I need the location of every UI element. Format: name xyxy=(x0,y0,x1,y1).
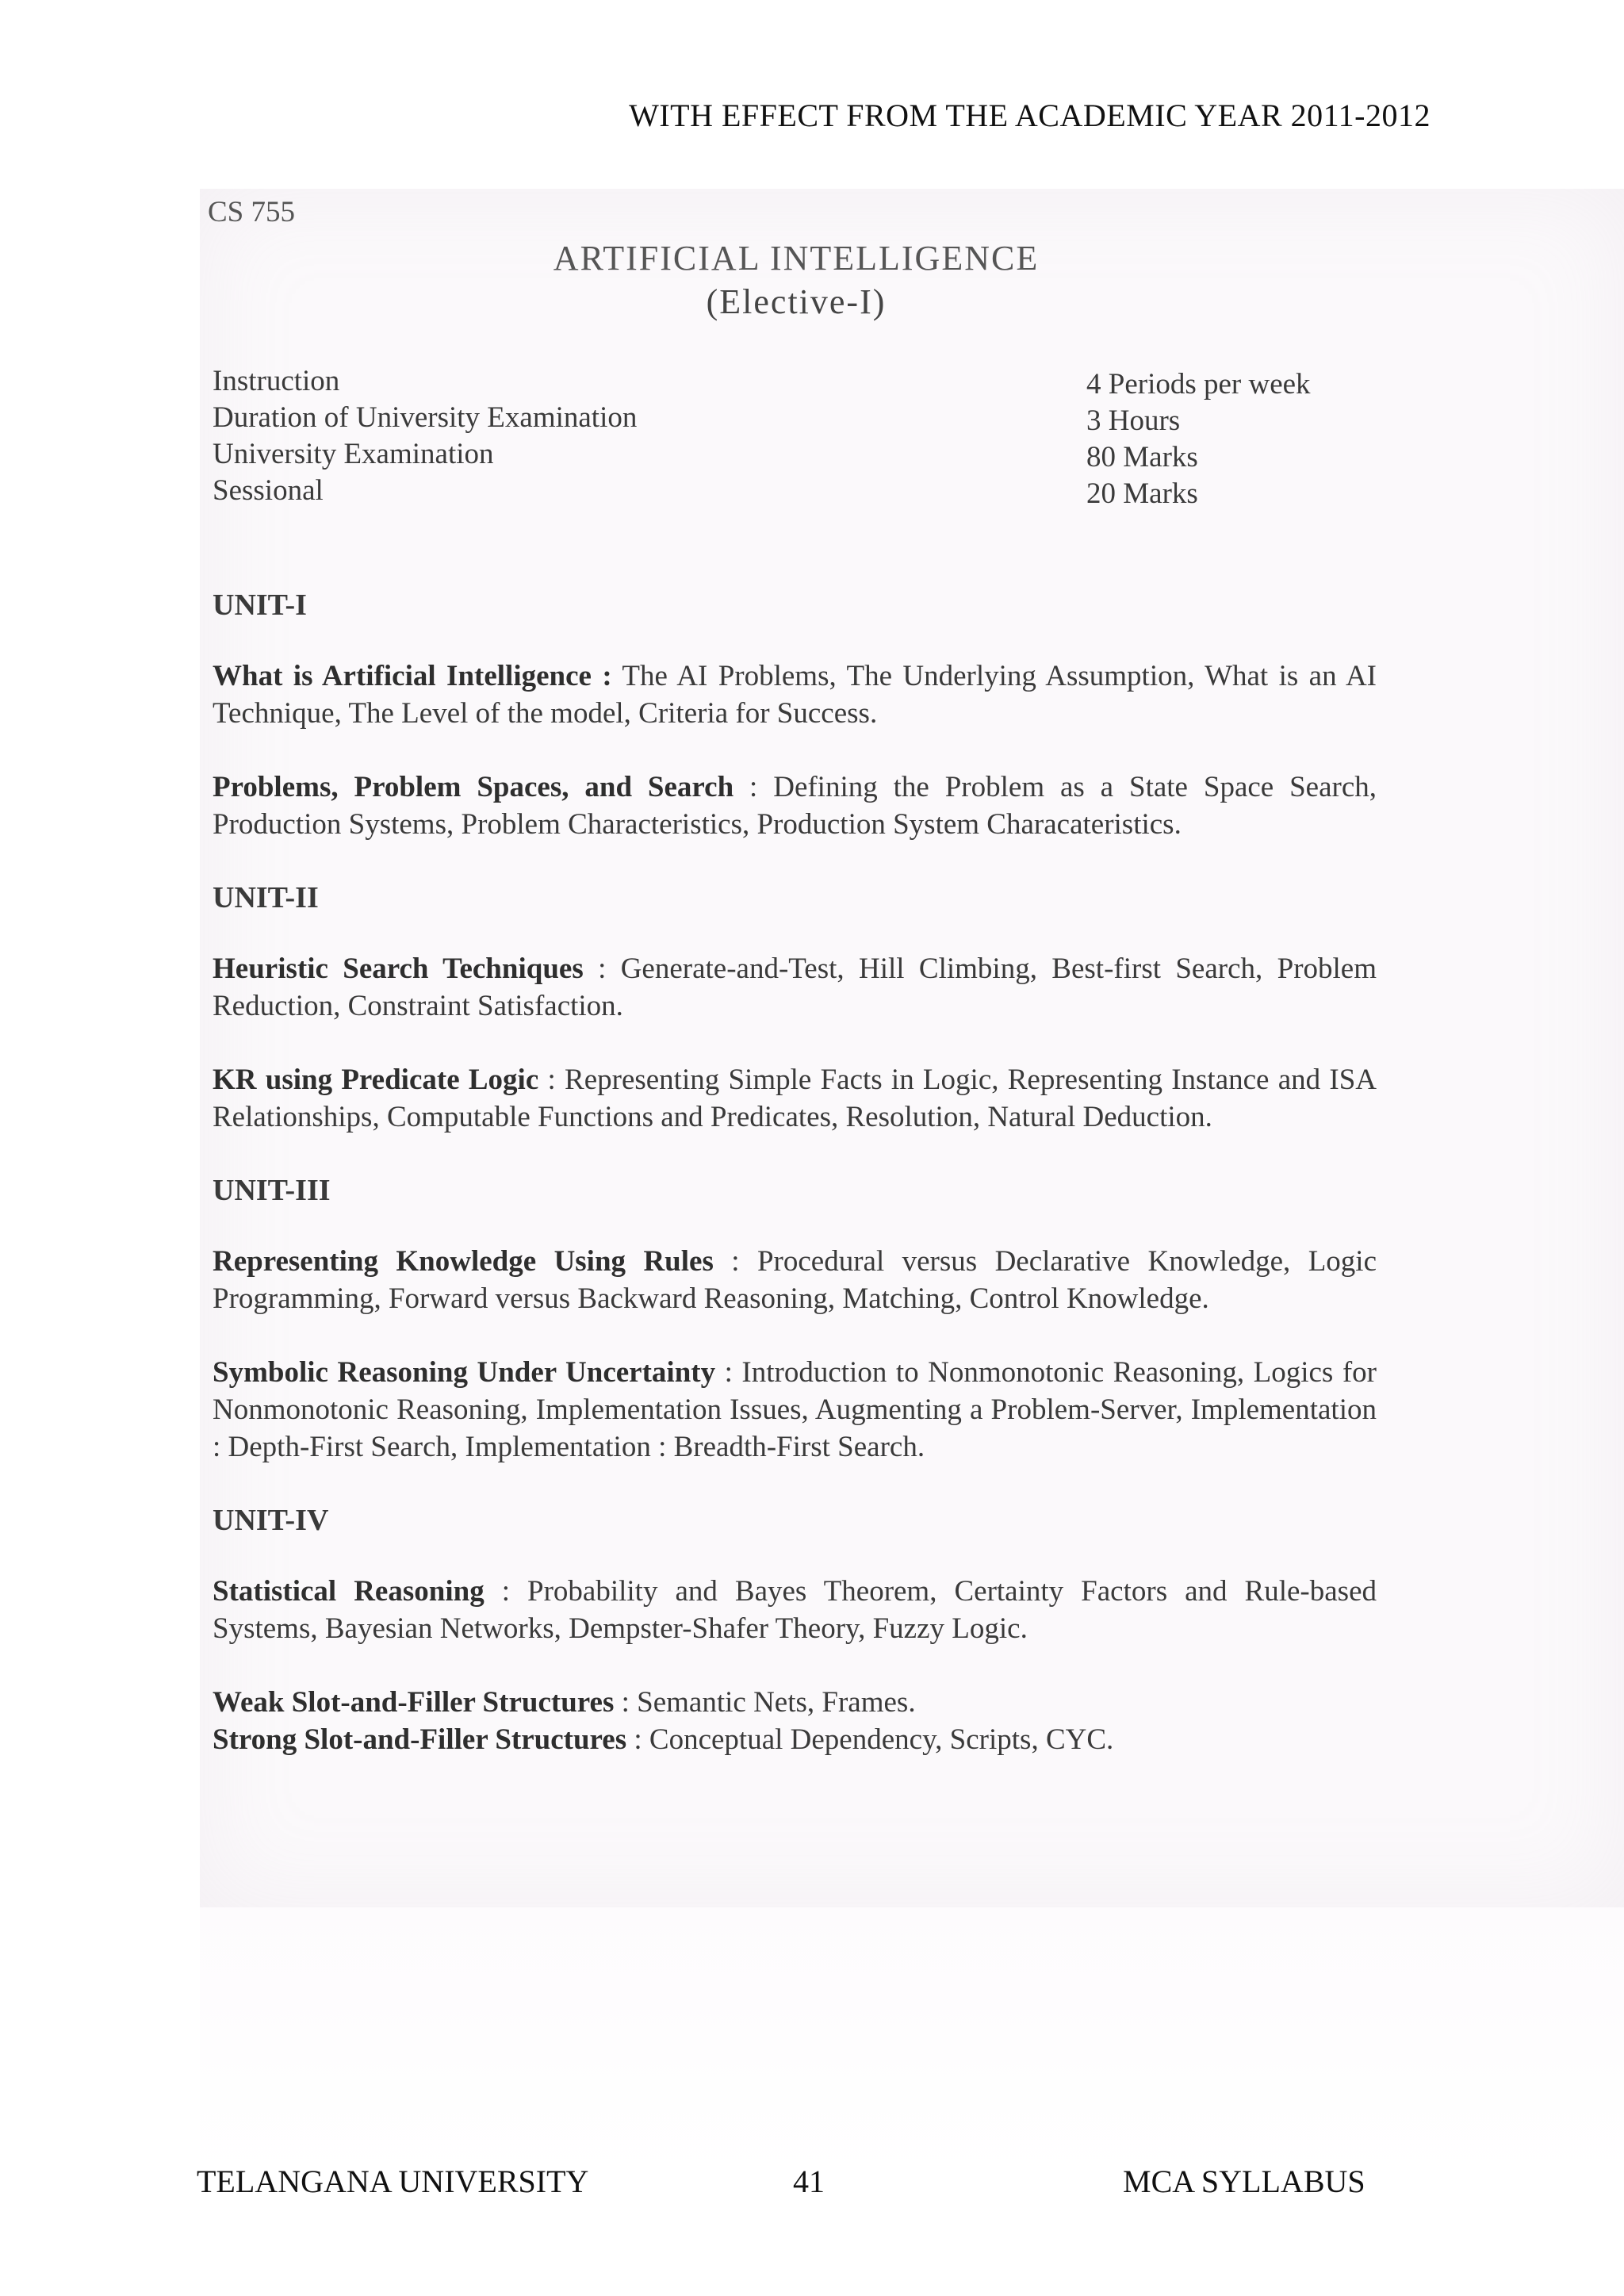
topic-paragraph xyxy=(213,1061,1377,1136)
scheme-value: 3 Hours xyxy=(1086,404,1181,437)
academic-year-header: WITH EFFECT FROM THE ACADEMIC YEAR 2011-2012 xyxy=(629,98,1431,133)
topic-text: : Generate-and-Test, Hill Climbing, Best-first Search, Problem Reduction, Constraint Satisfaction. xyxy=(213,953,1377,1022)
topic-term: Strong Slot-and-Filler Structures xyxy=(213,1723,627,1756)
footer-syllabus: MCA SYLLABUS xyxy=(1123,2164,1365,2199)
topic-paragraph xyxy=(213,1721,1377,1758)
topic-term: KR using Predicate Logic xyxy=(213,1064,539,1096)
scheme-label: Duration of University Examination xyxy=(213,401,638,434)
scheme-label: University Examination xyxy=(213,438,494,470)
unit-heading: UNIT-I xyxy=(213,588,307,622)
topic-text: : Introduction to Nonmonotonic Reasoning, Logics for Nonmonotonic Reasoning, Implementation Issues, Augmenting a Problem-Server, Implementation : Depth-First Search, Implementation : Breadth-First Search. xyxy=(213,1356,1377,1463)
scheme-label: Sessional xyxy=(213,474,324,507)
scheme-value: 20 Marks xyxy=(1086,477,1198,510)
topic-term: What is Artificial Intelligence : xyxy=(213,660,612,692)
topic-term: Representing Knowledge Using Rules xyxy=(213,1245,714,1278)
scheme-values xyxy=(1086,366,1311,512)
scheme-labels xyxy=(213,363,637,509)
topic-text: : Conceptual Dependency, Scripts, CYC. xyxy=(626,1723,1114,1756)
topic-paragraph xyxy=(213,1684,1377,1721)
topic-text: : Semantic Nets, Frames. xyxy=(614,1686,916,1719)
footer-university: TELANGANA UNIVERSITY xyxy=(197,2164,589,2199)
topic-term: Heuristic Search Techniques xyxy=(213,953,584,985)
course-subtitle: (Elective-I) xyxy=(706,282,887,321)
syllabus-body xyxy=(213,587,1377,1758)
scheme-value: 4 Periods per week xyxy=(1086,368,1311,401)
topic-paragraph xyxy=(213,1243,1377,1317)
topic-text: : Defining the Problem as a State Space Search, Production Systems, Problem Characteristics, Production System Characateristics. xyxy=(213,771,1377,841)
topic-term: Symbolic Reasoning Under Uncertainty xyxy=(213,1356,716,1389)
course-code: CS 755 xyxy=(208,196,296,228)
topic-term: Problems, Problem Spaces, and Search xyxy=(213,771,734,803)
course-title: ARTIFICIAL INTELLIGENCE xyxy=(553,239,1040,278)
topic-paragraph xyxy=(213,657,1377,732)
topic-term: Statistical Reasoning xyxy=(213,1575,485,1608)
topic-term: Weak Slot-and-Filler Structures xyxy=(213,1686,615,1719)
scan-fade xyxy=(200,1907,1624,2296)
scheme-value: 80 Marks xyxy=(1086,441,1198,473)
page-number: 41 xyxy=(793,2164,825,2199)
unit-heading: UNIT-III xyxy=(213,1174,331,1207)
unit-heading: UNIT-IV xyxy=(213,1504,329,1537)
scheme-label: Instruction xyxy=(213,365,340,397)
topic-text: : Representing Simple Facts in Logic, Representing Instance and ISA Relationships, Computable Functions and Predicates, Resolution, Natural Deduction. xyxy=(213,1064,1377,1133)
topic-paragraph xyxy=(213,950,1377,1025)
topic-text: The AI Problems, The Underlying Assumption, What is an AI Technique, The Level of the model, Criteria for Success. xyxy=(213,660,1377,730)
course-title-block xyxy=(0,238,1624,322)
topic-paragraph xyxy=(213,769,1377,843)
topic-paragraph xyxy=(213,1354,1377,1466)
topic-text: : Probability and Bayes Theorem, Certainty Factors and Rule-based Systems, Bayesian Networks, Dempster-Shafer Theory, Fuzzy Logic. xyxy=(213,1575,1377,1645)
topic-text: : Procedural versus Declarative Knowledge, Logic Programming, Forward versus Backward Reasoning, Matching, Control Knowledge. xyxy=(213,1245,1377,1315)
topic-paragraph xyxy=(213,1573,1377,1647)
unit-heading: UNIT-II xyxy=(213,881,319,914)
